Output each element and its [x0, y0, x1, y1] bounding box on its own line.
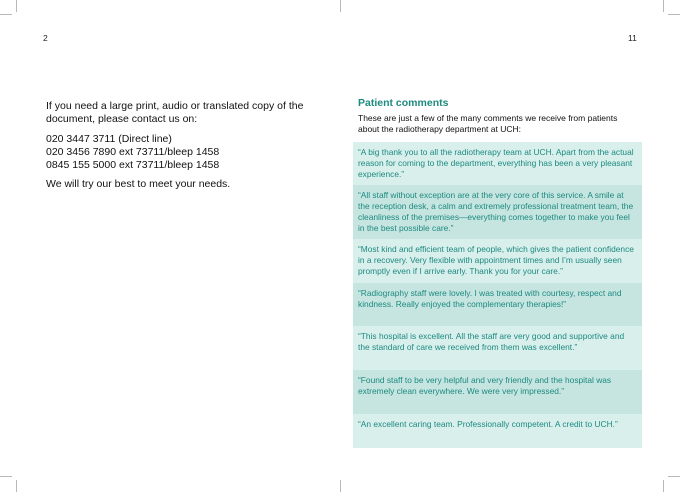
contact-closing: We will try our best to meet your needs. — [46, 178, 231, 190]
crop-mark — [0, 14, 12, 15]
comments-list — [353, 142, 642, 448]
comment-item: “A big thank you to all the radiotherapy team at UCH. Apart from the actual reason for coming to the department, everything has been a very pleasant experience.” — [353, 142, 642, 185]
phone-ext-2: 0845 155 5000 ext 73711/bleep 1458 — [46, 159, 220, 171]
crop-mark — [0, 476, 12, 477]
crop-mark — [668, 14, 680, 15]
comment-item: “Found staff to be very helpful and very friendly and the hospital was extremely clean everywhere. We were very impressed.” — [353, 370, 642, 414]
comment-item: “This hospital is excellent. All the staff are very good and supportive and the standard of care we received from them was excellent.” — [353, 326, 642, 370]
patient-comments-section — [353, 96, 642, 448]
crop-mark — [340, 0, 341, 12]
crop-mark — [663, 0, 664, 12]
phone-direct-line: 020 3447 3711 (Direct line) — [46, 133, 172, 145]
comment-item: “All staff without exception are at the very core of this service. A smile at the reception desk, a calm and extremely professional treatment team, the cleanliness of the premises—everything comes together to make you feel in the best possible care.” — [353, 185, 642, 239]
comment-item: “Most kind and efficient team of people, which gives the patient confidence in a recovery. Very flexible with appointment times and I’m usually seen promptly even if I arrive early. Thank you for your care.” — [353, 239, 642, 283]
page-number-right: 11 — [628, 33, 637, 43]
crop-mark — [340, 480, 341, 492]
section-title: Patient comments — [358, 97, 449, 109]
contact-intro: If you need a large print, audio or translated copy of the document, please contact us on: — [46, 100, 304, 125]
crop-mark — [663, 480, 664, 492]
crop-mark — [16, 0, 17, 12]
comment-item: “Radiography staff were lovely. I was treated with courtesy, respect and kindness. Really enjoyed the complementary therapies!” — [353, 283, 642, 326]
page-number-left: 2 — [43, 33, 48, 43]
contact-section — [46, 100, 321, 191]
phone-ext-1: 020 3456 7890 ext 73711/bleep 1458 — [46, 146, 220, 158]
comment-item: “An excellent caring team. Professionally competent. A credit to UCH.” — [353, 414, 642, 448]
crop-mark — [668, 476, 680, 477]
section-intro: These are just a few of the many comments we receive from patients about the radiotherapy department at UCH: — [358, 113, 618, 134]
crop-mark — [16, 480, 17, 492]
